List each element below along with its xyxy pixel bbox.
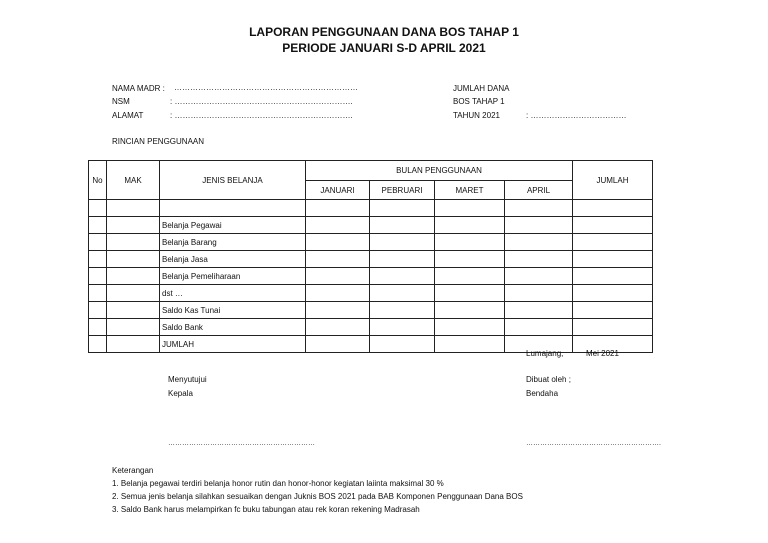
left-signer-role: Kepala [168,389,193,398]
row-label: Saldo Kas Tunai [160,302,306,319]
table-row [89,200,653,217]
table-row [89,319,653,336]
usage-table [88,160,653,353]
jumlah-dana-label: JUMLAH DANA [453,84,510,93]
right-signer-title: Dibuat oleh ; [526,375,571,384]
tahun-value: : ……………………………… [526,111,627,120]
tahun-label: TAHUN 2021 [453,111,500,120]
right-signature-line: …………………………………………………. [526,440,661,447]
month-pebruari: PEBRUARI [370,181,435,200]
month-maret: MARET [435,181,505,200]
row-label: dst … [160,285,306,302]
row-label [160,200,306,217]
right-signer-role: Bendaha [526,389,559,398]
col-no-header: No [89,161,107,200]
row-label: Belanja Barang [160,234,306,251]
section-title: RINCIAN PENGGUNAAN [112,137,205,146]
table-row [89,217,653,234]
col-bulan-header: BULAN PENGGUNAAN [306,161,573,181]
nama-dots: …………………………………………………………… [174,83,358,92]
left-signer-title: Menyutujui [168,375,207,384]
nsm-value: : …………………………………………………………. [170,97,353,106]
table-row [89,285,653,302]
row-label: Belanja Pemeliharaan [160,268,306,285]
table-row-total [89,336,653,353]
col-mak-header: MAK [107,161,160,200]
table-row [89,302,653,319]
table-row [89,234,653,251]
signature-date: Mei 2021 [586,349,619,358]
nsm-label: NSM [112,97,130,106]
row-label: Belanja Jasa [160,251,306,268]
table-row [89,268,653,285]
signature-place: Lumajang, [526,349,564,358]
row-label: JUMLAH [160,336,306,353]
alamat-value: : …………………………………………………………. [170,111,353,120]
alamat-label: ALAMAT [112,111,144,120]
note-item: 2. Semua jenis belanja silahkan sesuaikan dengan Juknis BOS 2021 pada BAB Komponen Penggunaan Dana BOS [112,492,523,501]
report-period: PERIODE JANUARI S-D APRIL 2021 [282,41,486,55]
note-item: 1. Belanja pegawai terdiri belanja honor rutin dan honor-honor kegiatan laiinta maksimal 30 % [112,479,444,488]
row-label: Saldo Bank [160,319,306,336]
month-januari: JANUARI [306,181,370,200]
col-jumlah-header: JUMLAH [573,161,653,200]
table-row [89,251,653,268]
note-item: 3. Saldo Bank harus melampirkan fc buku tabungan atau rek koran rekening Madrasah [112,505,420,514]
nama-label: NAMA MADR : [112,84,165,93]
notes-title: Keterangan [112,466,154,475]
month-april: APRIL [505,181,573,200]
left-signature-line: ……………………………………………………… [168,440,315,447]
bos-tahap-label: BOS TAHAP 1 [453,97,505,106]
col-jenis-header: JENIS BELANJA [160,161,306,200]
row-label: Belanja Pegawai [160,217,306,234]
report-title: LAPORAN PENGGUNAAN DANA BOS TAHAP 1 [249,25,519,39]
